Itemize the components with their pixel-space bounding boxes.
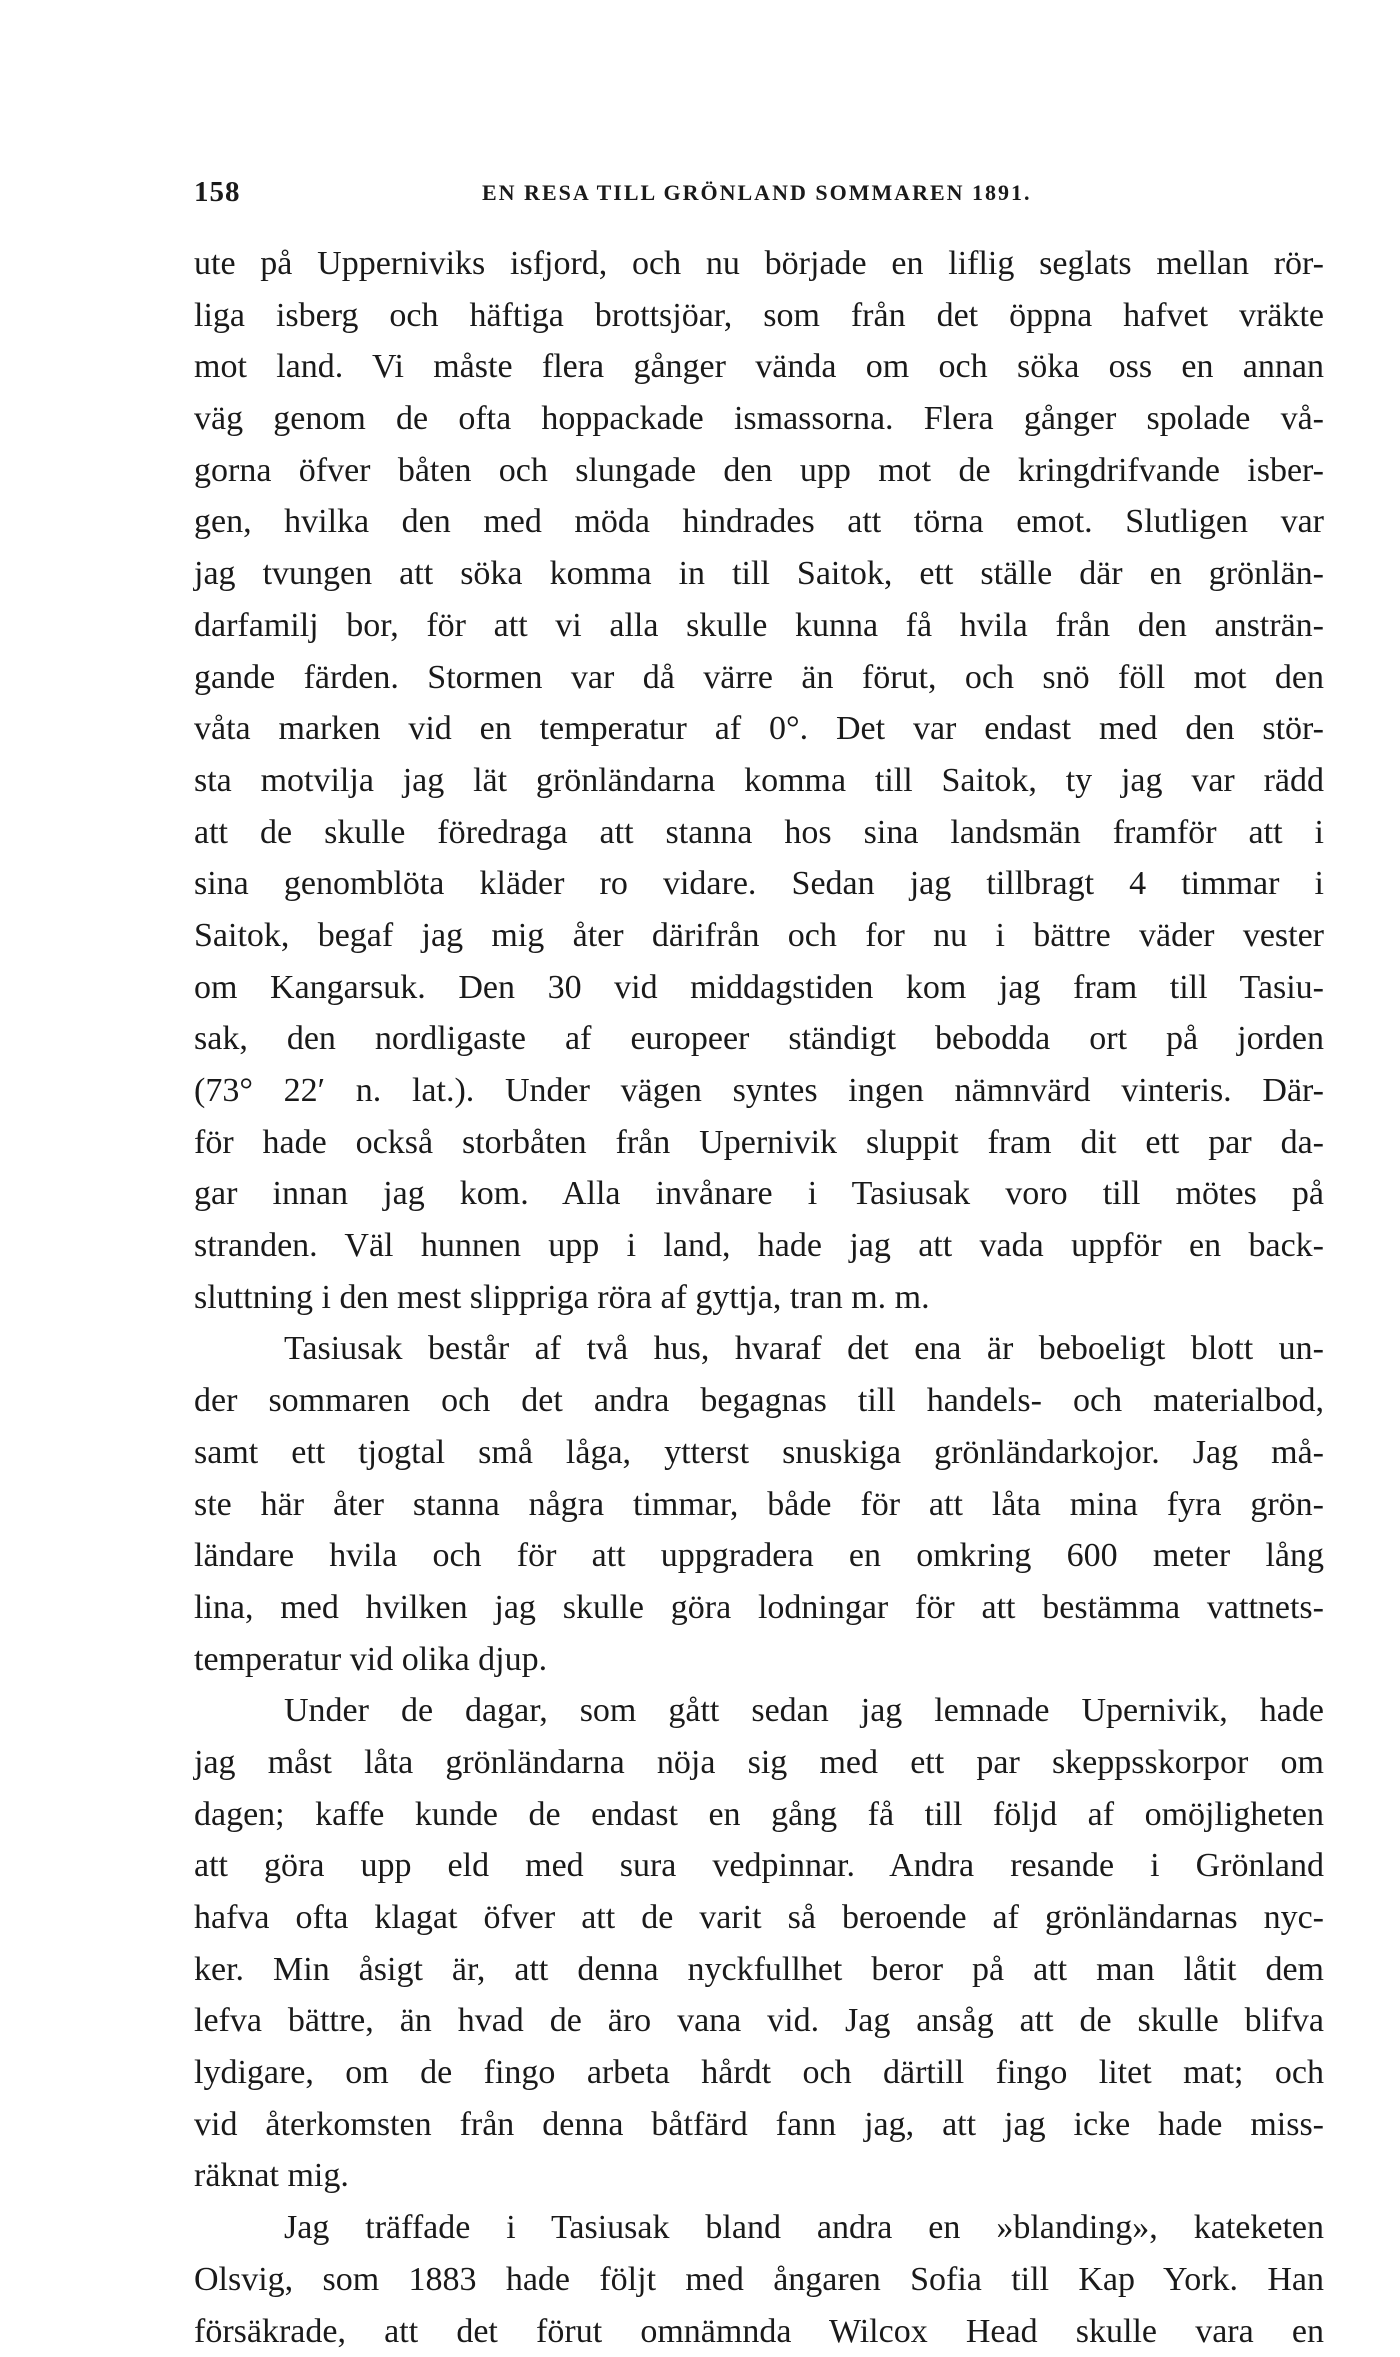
text-line: väg genom de ofta hoppackade ismassorna. Flera gånger spolade vå- bbox=[194, 393, 1324, 445]
text-line: gen, hvilka den med möda hindrades att törna emot. Slutligen var bbox=[194, 496, 1324, 548]
text-line: stranden. Väl hunnen upp i land, hade jag att vada uppför en back- bbox=[194, 1220, 1324, 1272]
text-line: ker. Min åsigt är, att denna nyckfullhet beror på att man låtit dem bbox=[194, 1944, 1324, 1996]
running-title: EN RESA TILL GRÖNLAND SOMMAREN 1891. bbox=[482, 180, 1032, 206]
text-line: lydigare, om de fingo arbeta hårdt och därtill fingo litet mat; och bbox=[194, 2047, 1324, 2099]
text-line: Saitok, begaf jag mig åter därifrån och for nu i bättre väder vester bbox=[194, 910, 1324, 962]
text-line: Under de dagar, som gått sedan jag lemnade Upernivik, hade bbox=[194, 1685, 1324, 1737]
text-line: Jag träffade i Tasiusak bland andra en »blanding», kateketen bbox=[194, 2202, 1324, 2254]
text-line: ste här åter stanna några timmar, både för att låta mina fyra grön- bbox=[194, 1479, 1324, 1531]
text-line: vid återkomsten från denna båtfärd fann jag, att jag icke hade miss- bbox=[194, 2099, 1324, 2151]
text-line: lina, med hvilken jag skulle göra lodningar för att bestämma vattnets- bbox=[194, 1582, 1324, 1634]
text-line: mot land. Vi måste flera gånger vända om och söka oss en annan bbox=[194, 341, 1324, 393]
text-line: om Kangarsuk. Den 30 vid middagstiden kom jag fram till Tasiu- bbox=[194, 962, 1324, 1014]
text-line: jag tvungen att söka komma in till Saitok, ett ställe där en grönlän- bbox=[194, 548, 1324, 600]
text-line: sta motvilja jag lät grönländarna komma till Saitok, ty jag var rädd bbox=[194, 755, 1324, 807]
text-line: gande färden. Stormen var då värre än förut, och snö föll mot den bbox=[194, 652, 1324, 704]
text-line: lefva bättre, än hvad de äro vana vid. Jag ansåg att de skulle blifva bbox=[194, 1995, 1324, 2047]
page-number: 158 bbox=[194, 176, 241, 209]
text-line: att de skulle föredraga att stanna hos sina landsmän framför att i bbox=[194, 807, 1324, 859]
body-text bbox=[194, 238, 1324, 2357]
text-line: gar innan jag kom. Alla invånare i Tasiusak voro till mötes på bbox=[194, 1168, 1324, 1220]
text-line: temperatur vid olika djup. bbox=[194, 1634, 1324, 1686]
text-line: Olsvig, som 1883 hade följt med ångaren Sofia till Kap York. Han bbox=[194, 2254, 1324, 2306]
text-line: Tasiusak består af två hus, hvaraf det ena är beboeligt blott un- bbox=[194, 1323, 1324, 1375]
text-line: att göra upp eld med sura vedpinnar. Andra resande i Grönland bbox=[194, 1840, 1324, 1892]
text-line: ländare hvila och för att uppgradera en omkring 600 meter lång bbox=[194, 1530, 1324, 1582]
page-header bbox=[194, 176, 1324, 216]
text-line: ute på Upperniviks isfjord, och nu började en liflig seglats mellan rör- bbox=[194, 238, 1324, 290]
text-line: sina genomblöta kläder ro vidare. Sedan jag tillbragt 4 timmar i bbox=[194, 858, 1324, 910]
text-line: försäkrade, att det förut omnämnda Wilcox Head skulle vara en bbox=[194, 2306, 1324, 2357]
text-line: liga isberg och häftiga brottsjöar, som från det öppna hafvet vräkte bbox=[194, 290, 1324, 342]
text-line: räknat mig. bbox=[194, 2150, 1324, 2202]
text-line: dagen; kaffe kunde de endast en gång få till följd af omöjligheten bbox=[194, 1789, 1324, 1841]
text-line: våta marken vid en temperatur af 0°. Det var endast med den stör- bbox=[194, 703, 1324, 755]
text-line: för hade också storbåten från Upernivik sluppit fram dit ett par da- bbox=[194, 1117, 1324, 1169]
text-line: gorna öfver båten och slungade den upp mot de kringdrifvande isber- bbox=[194, 445, 1324, 497]
text-line: der sommaren och det andra begagnas till handels- och materialbod, bbox=[194, 1375, 1324, 1427]
text-line: hafva ofta klagat öfver att de varit så beroende af grönländarnas nyc- bbox=[194, 1892, 1324, 1944]
text-line: jag måst låta grönländarna nöja sig med ett par skeppsskorpor om bbox=[194, 1737, 1324, 1789]
text-line: sluttning i den mest slippriga röra af gyttja, tran m. m. bbox=[194, 1272, 1324, 1324]
text-line: (73° 22′ n. lat.). Under vägen syntes ingen nämnvärd vinteris. Där- bbox=[194, 1065, 1324, 1117]
text-line: samt ett tjogtal små låga, ytterst snuskiga grönländarkojor. Jag må- bbox=[194, 1427, 1324, 1479]
text-line: sak, den nordligaste af europeer ständigt bebodda ort på jorden bbox=[194, 1013, 1324, 1065]
text-line: darfamilj bor, för att vi alla skulle kunna få hvila från den ansträn- bbox=[194, 600, 1324, 652]
